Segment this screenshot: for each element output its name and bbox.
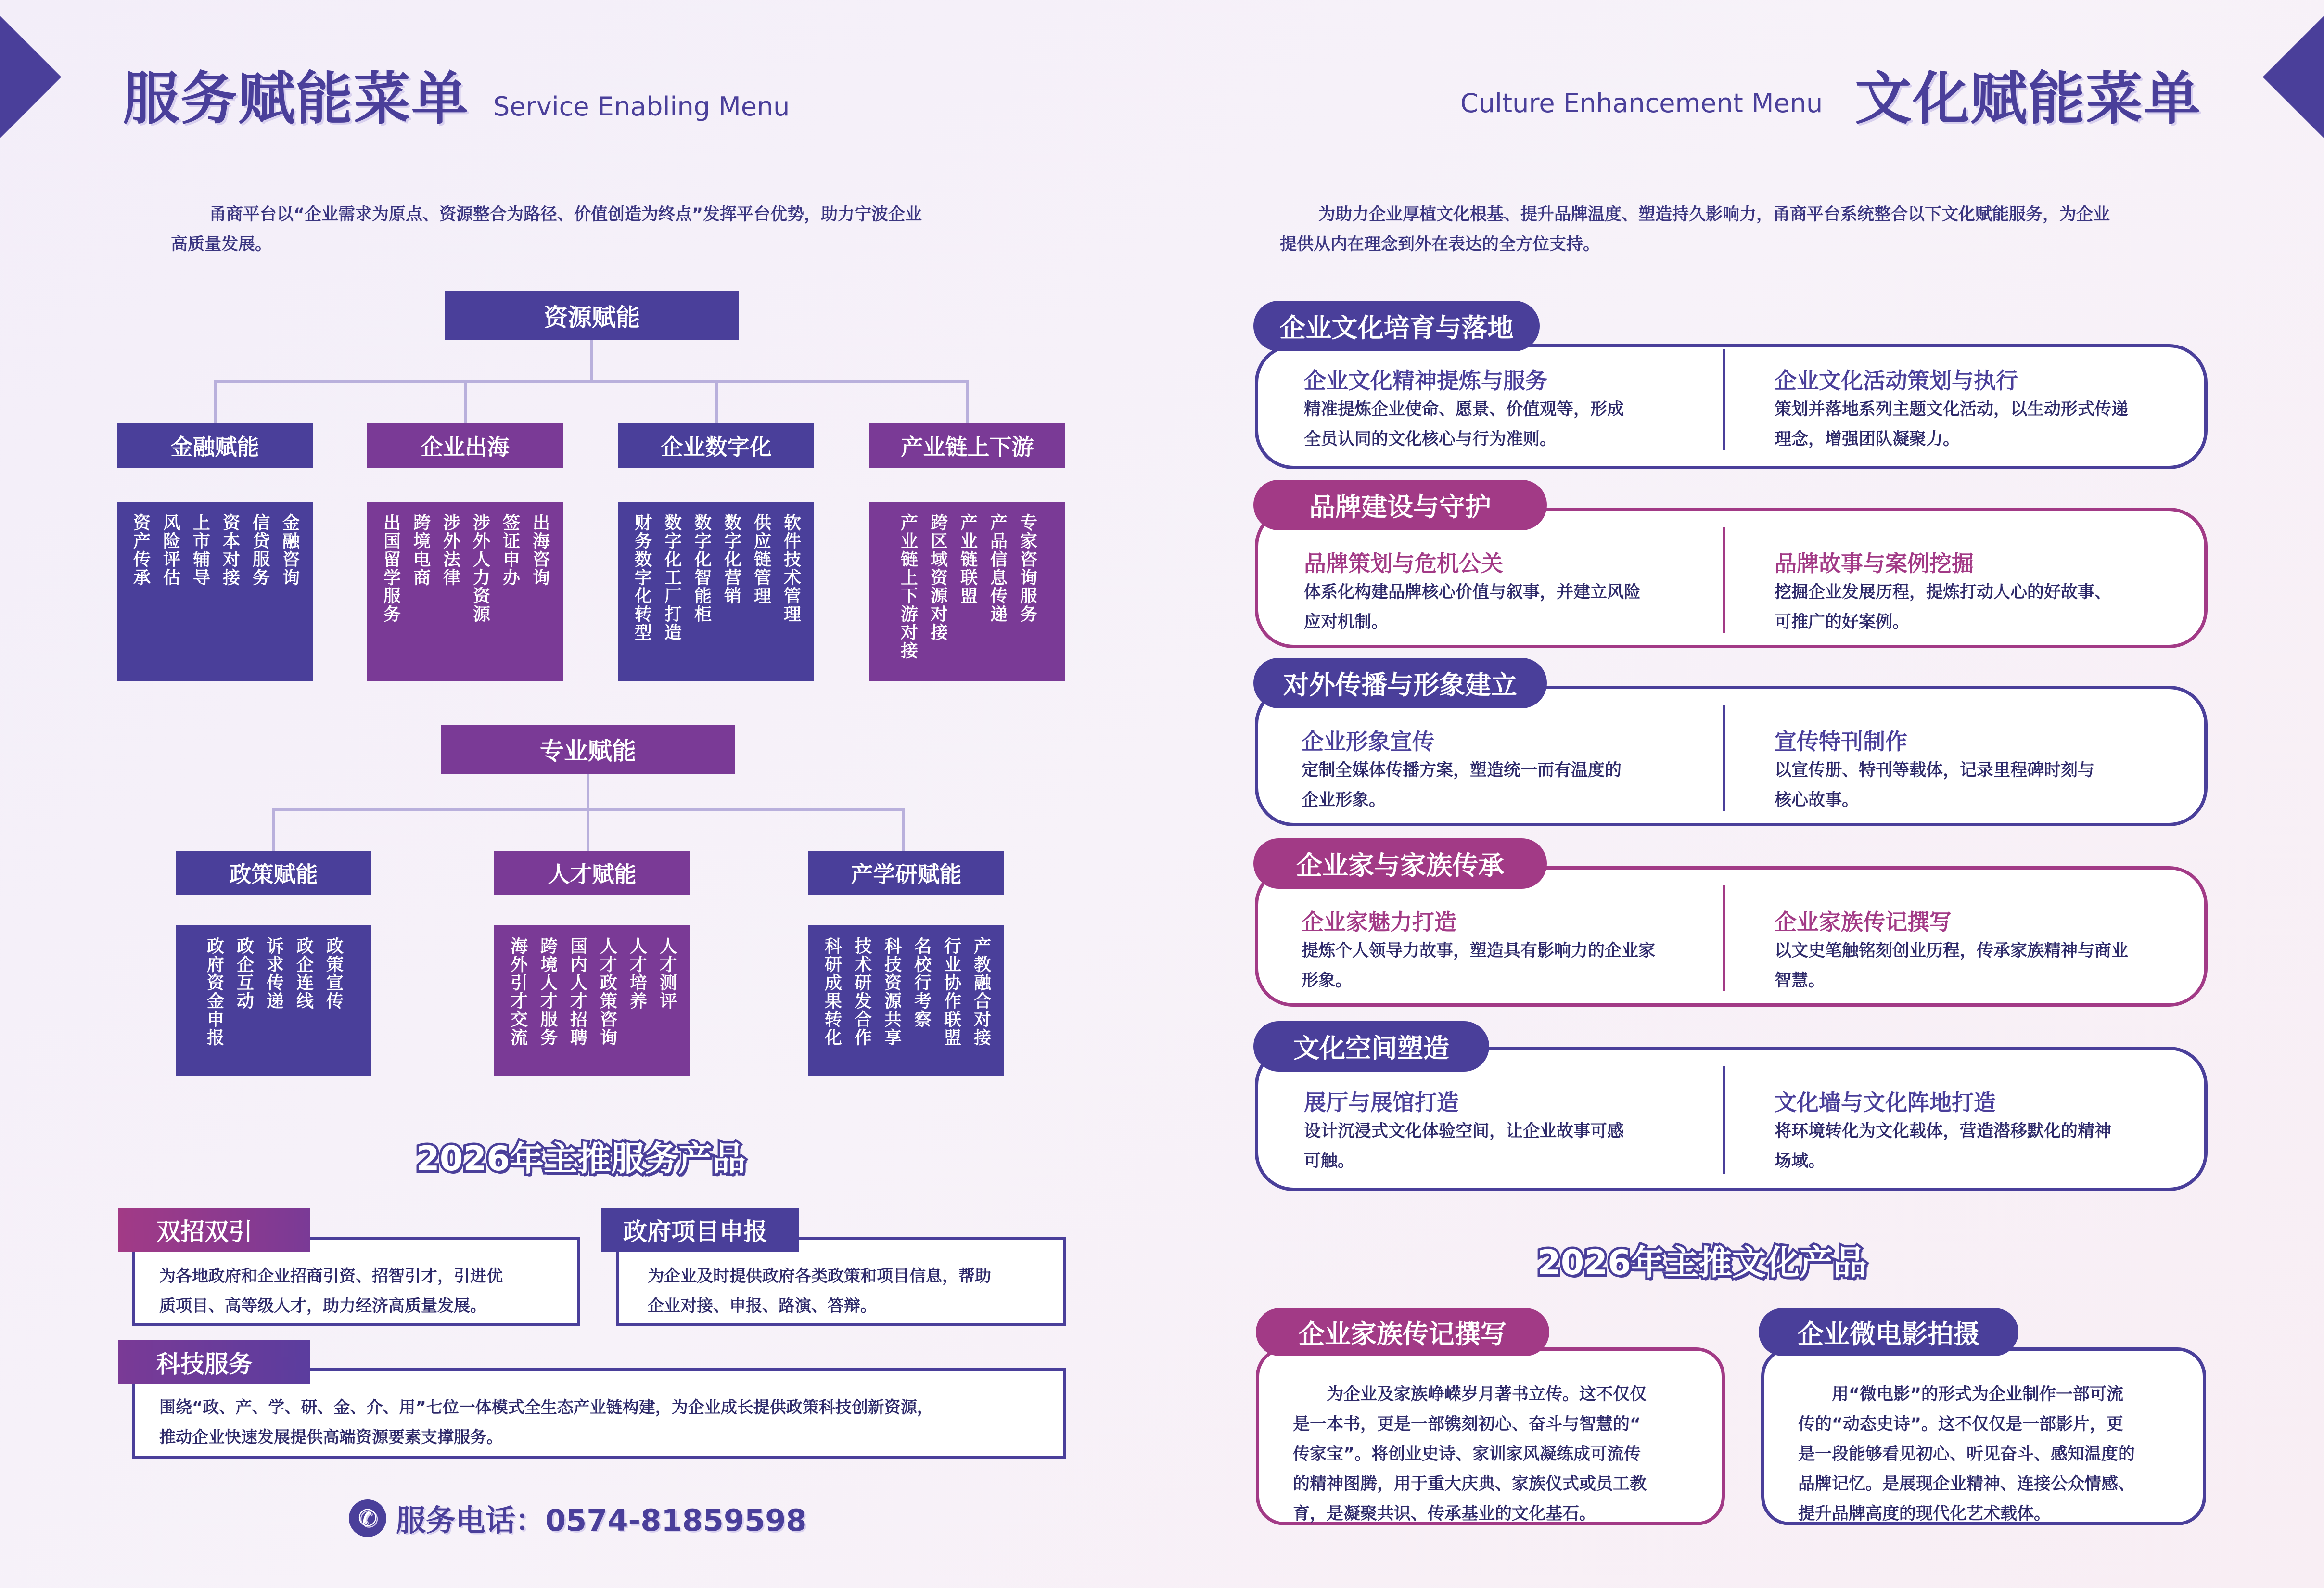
product-desc: 为企业及家族峥嵘岁月著书立传。这不仅仅 (1327, 1385, 1647, 1404)
item: 供应链管理 (751, 513, 771, 605)
desc-line: 策划并落地系列主题文化活动，以生动形式传递 (1775, 400, 2129, 419)
item: 风险评估 (160, 513, 180, 587)
service-desc (1775, 577, 2111, 637)
service-desc (1302, 936, 1655, 996)
item: 人才培养 (627, 937, 647, 1010)
items-industry-chain (869, 502, 1065, 681)
item: 上市辅导 (190, 513, 210, 587)
service-desc (1775, 1116, 2111, 1176)
item: 数字化智能柜 (691, 513, 712, 623)
cat-industry-chain: 产业链上下游 (869, 423, 1065, 468)
right-subtitle: Culture Enhancement Menu (1460, 88, 1823, 118)
item: 涉外人力资源 (470, 513, 490, 623)
desc-line: 挖掘企业发展历程，提炼打动人心的好故事、 (1775, 583, 2112, 602)
item: 国内人才招聘 (567, 937, 587, 1047)
left-title: 服务赋能菜单 (123, 65, 470, 132)
item: 科研成果转化 (822, 937, 842, 1047)
section-divider (1723, 349, 1725, 450)
product-pill-biography: 企业家族传记撰写 (1256, 1308, 1549, 1356)
cat-policy: 政策赋能 (176, 851, 371, 895)
left-intro (171, 200, 1085, 259)
item: 政府资金申报 (204, 937, 224, 1047)
product-desc: 推动企业快速发展提供高端资源要素支撑服务。 (159, 1428, 503, 1447)
service-desc (1775, 936, 2128, 996)
desc-line: 可触。 (1304, 1152, 1355, 1171)
section-title-culture: 企业文化培育与落地 (1253, 301, 1540, 351)
section-divider (1723, 885, 1725, 991)
service-title: 展厅与展馆打造 (1304, 1089, 1459, 1115)
section-title-brand: 品牌建设与守护 (1253, 480, 1547, 530)
service-title: 企业文化活动策划与执行 (1775, 368, 2018, 394)
item: 资产传承 (130, 513, 151, 587)
item: 行业协作联盟 (941, 937, 961, 1047)
service-title: 文化墙与文化阵地打造 (1775, 1089, 1996, 1115)
tree-line (587, 808, 589, 852)
professional-root: 专业赋能 (441, 725, 735, 774)
item: 产教融合对接 (971, 937, 991, 1047)
service-desc (1775, 756, 2094, 815)
left-intro-line2: 高质量发展。 (171, 235, 272, 254)
desc-line: 理念，增强团队凝聚力。 (1775, 430, 1960, 449)
service-desc (1302, 756, 1622, 815)
items-finance (117, 502, 313, 681)
right-intro-line1: 为助力企业厚植文化根基、提升品牌温度、塑造持久影响力，甬商平台系统整合以下文化赋能服务，为企业 (1318, 205, 2110, 224)
desc-line: 提炼个人领导力故事，塑造具有影响力的企业家 (1302, 941, 1656, 960)
section-title-space: 文化空间塑造 (1253, 1021, 1489, 1072)
tree-line (214, 380, 969, 383)
items-industry-research (808, 925, 1004, 1076)
product-desc: 是一段能够看见初心、听见奋斗、感知温度的 (1798, 1445, 2135, 1464)
items-digital (618, 502, 814, 681)
tree-line (587, 774, 589, 810)
desc-line: 核心故事。 (1775, 791, 1859, 810)
product-desc: 传的“动态史诗”。这不仅仅是一部影片，更 (1798, 1415, 2124, 1434)
item: 数字化工厂打造 (662, 513, 682, 641)
desc-line: 精准提炼企业使命、愿景、价值观等，形成 (1304, 400, 1624, 419)
desc-line: 将环境转化为文化载体，营造潜移默化的精神 (1775, 1122, 2112, 1141)
tree-line (590, 340, 593, 381)
section-title-entrepreneur: 企业家与家族传承 (1253, 838, 1547, 889)
left-products-title: 2026年主推服务产品 (416, 1139, 746, 1178)
item: 专家咨询服务 (1017, 513, 1037, 623)
right-intro (1280, 200, 2209, 259)
product-desc: 的精神图腾，用于重大庆典、家族仪式或员工教 (1293, 1474, 1647, 1494)
product-desc: 提升品牌高度的现代化艺术载体。 (1798, 1504, 2051, 1524)
phone-icon: ✆ (349, 1499, 386, 1537)
tree-line (464, 380, 467, 423)
items-talent (494, 925, 690, 1076)
service-title: 企业文化精神提炼与服务 (1304, 368, 1547, 394)
corner-decoration-left (0, 16, 61, 139)
item: 跨区域资源对接 (928, 513, 948, 641)
product-desc: 企业对接、申报、路演、答辩。 (648, 1296, 877, 1316)
item: 财务数字化转型 (632, 513, 652, 641)
item: 海外引才交流 (508, 937, 528, 1047)
product-tag-gov: 政府项目申报 (601, 1208, 799, 1252)
cat-digital: 企业数字化 (618, 423, 814, 468)
product-desc: 育，是凝聚共识、传承基业的文化基石。 (1293, 1504, 1596, 1524)
item: 产品信息传递 (987, 513, 1008, 623)
item: 技术研发合作 (852, 937, 872, 1047)
service-desc (1775, 395, 2128, 454)
service-title: 企业家族传记撰写 (1775, 909, 1952, 935)
item: 涉外法律 (440, 513, 460, 587)
item: 信贷服务 (250, 513, 270, 587)
product-card-biography (1256, 1347, 1725, 1525)
right-products-title: 2026年主推文化产品 (1537, 1243, 1867, 1282)
product-desc: 用“微电影”的形式为企业制作一部可流 (1832, 1385, 2124, 1404)
product-desc: 品牌记忆。是展现企业精神、连接公众情感、 (1798, 1474, 2135, 1494)
service-title: 品牌故事与案例挖掘 (1775, 551, 1974, 576)
item: 签证申办 (500, 513, 520, 587)
item: 政策宣传 (323, 937, 344, 1010)
desc-line: 设计沉浸式文化体验空间，让企业故事可感 (1304, 1122, 1624, 1141)
item: 数字化营销 (721, 513, 741, 605)
product-desc: 为企业及时提供政府各类政策和项目信息，帮助 (648, 1267, 991, 1286)
product-tag-dual: 双招双引 (118, 1208, 310, 1252)
right-intro-line2: 提供从内在理念到外在表达的全方位支持。 (1280, 235, 1600, 254)
desc-line: 智慧。 (1775, 971, 1826, 990)
desc-line: 场域。 (1775, 1152, 1826, 1171)
section-divider (1723, 1066, 1725, 1174)
tree-line (272, 808, 275, 852)
cat-talent: 人才赋能 (494, 851, 690, 895)
items-overseas (367, 502, 563, 681)
desc-line: 应对机制。 (1304, 613, 1389, 632)
product-desc: 为各地政府和企业招商引资、招智引才，引进优 (159, 1267, 503, 1286)
desc-line: 全员认同的文化核心与行为准则。 (1304, 430, 1557, 449)
desc-line: 企业形象。 (1302, 791, 1386, 810)
item: 出海咨询 (530, 513, 550, 587)
tree-line (966, 380, 969, 423)
item: 名校行考察 (911, 937, 932, 1028)
item: 产业链上下游对接 (898, 513, 918, 660)
item: 产业链联盟 (958, 513, 978, 605)
items-policy (176, 925, 371, 1076)
desc-line: 以文史笔触铭刻创业历程，传承家族精神与商业 (1775, 941, 2129, 960)
product-card-film (1761, 1347, 2206, 1525)
section-divider (1723, 705, 1725, 811)
cat-overseas: 企业出海 (367, 423, 563, 468)
item: 人才测评 (657, 937, 677, 1010)
tree-line (902, 808, 905, 852)
phone-text: 服务电话：0574-81859598 (396, 1503, 807, 1538)
product-tag-tech: 科技服务 (118, 1340, 310, 1384)
item: 科技资源共享 (881, 937, 902, 1047)
service-desc (1304, 1116, 1624, 1176)
product-desc: 围绕“政、产、学、研、金、介、用”七位一体模式全生态产业链构建，为企业成长提供政策科技创新资源， (159, 1398, 933, 1417)
tree-line (715, 380, 718, 423)
product-desc: 是一本书，更是一部镌刻初心、奋斗与智慧的“ (1293, 1415, 1641, 1434)
desc-line: 定制全媒体传播方案，塑造统一而有温度的 (1302, 761, 1622, 780)
section-divider (1723, 527, 1725, 633)
corner-decoration-right (2263, 16, 2324, 139)
service-desc (1304, 395, 1624, 454)
item: 软件技术管理 (781, 513, 801, 623)
item: 资本对接 (220, 513, 240, 587)
product-desc: 质项目、高等级人才，助力经济高质量发展。 (159, 1296, 486, 1316)
desc-line: 形象。 (1302, 971, 1353, 990)
cat-finance: 金融赋能 (117, 423, 313, 468)
product-desc: 传家宝”。将创业史诗、家训家风凝练成可流传 (1293, 1445, 1641, 1464)
section-title-communication: 对外传播与形象建立 (1253, 658, 1547, 708)
right-title: 文化赋能菜单 (1855, 65, 2202, 132)
tree-line (214, 380, 217, 423)
item: 人才政策咨询 (597, 937, 617, 1047)
resource-root: 资源赋能 (445, 291, 739, 340)
item: 政企互动 (234, 937, 254, 1010)
item: 出国留学服务 (381, 513, 401, 623)
item: 诉求传递 (264, 937, 284, 1010)
item: 金融咨询 (280, 513, 300, 587)
desc-line: 可推广的好案例。 (1775, 613, 1910, 632)
cat-industry-research: 产学研赋能 (808, 851, 1004, 895)
left-intro-line1: 甬商平台以“企业需求为原点、资源整合为路径、价值创造为终点”发挥平台优势，助力宁波企业 (209, 205, 922, 224)
service-phone (349, 1497, 806, 1539)
product-pill-film: 企业微电影拍摄 (1759, 1308, 2018, 1356)
service-title: 企业形象宣传 (1302, 729, 1434, 755)
desc-line: 以宣传册、特刊等载体，记录里程碑时刻与 (1775, 761, 2095, 780)
service-title: 企业家魅力打造 (1302, 909, 1456, 935)
desc-line: 体系化构建品牌核心价值与叙事，并建立风险 (1304, 583, 1641, 602)
item: 跨境电商 (410, 513, 431, 587)
left-subtitle: Service Enabling Menu (493, 91, 790, 122)
service-desc (1304, 577, 1641, 637)
item: 跨境人才服务 (537, 937, 558, 1047)
item: 政企连线 (294, 937, 314, 1010)
service-title: 品牌策划与危机公关 (1304, 551, 1503, 576)
service-title: 宣传特刊制作 (1775, 729, 1907, 755)
